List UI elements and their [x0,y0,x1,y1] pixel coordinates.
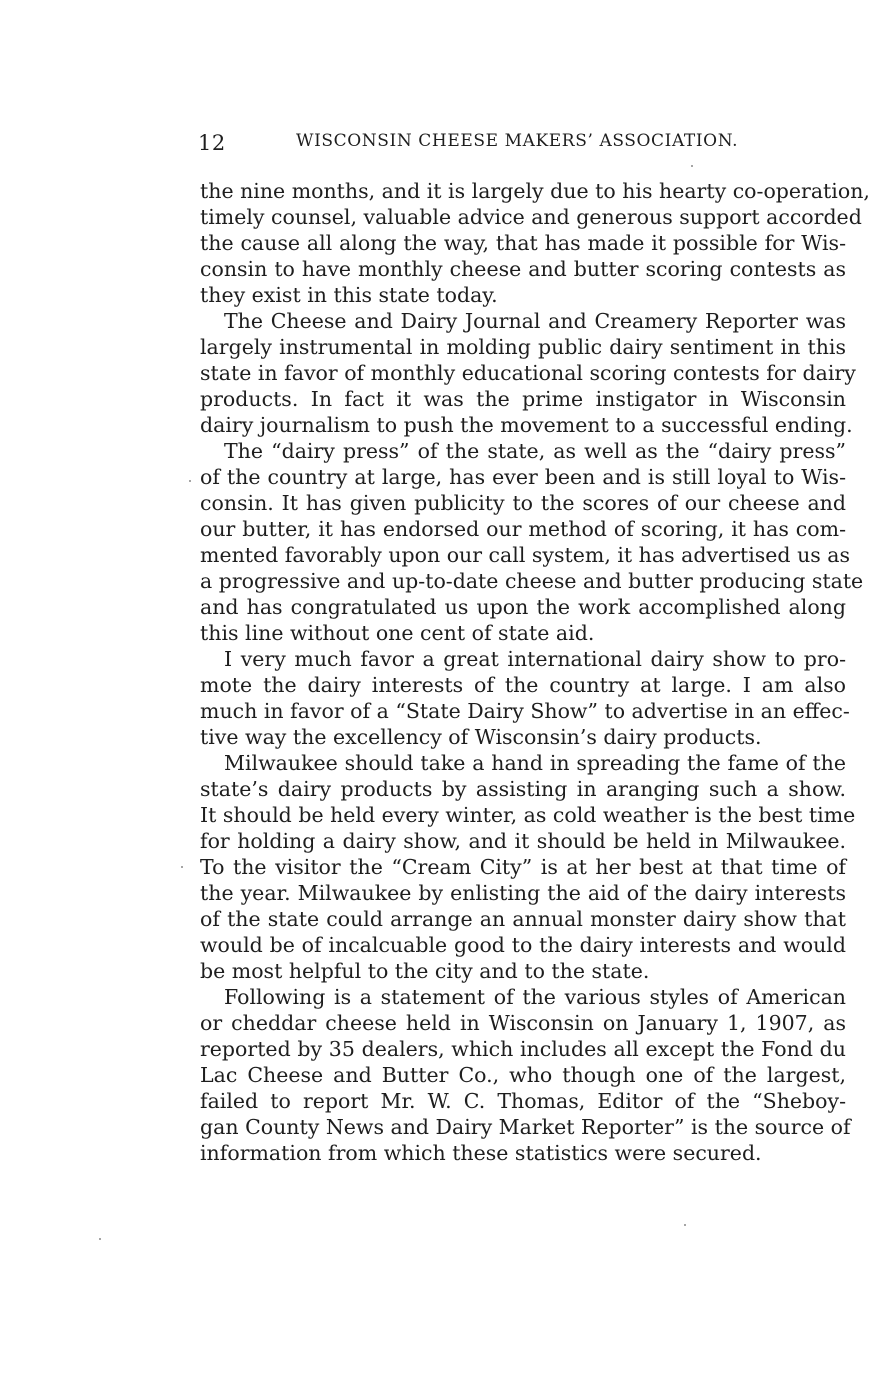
text-line: timely counsel, valuable advice and generous support accorded [200,205,862,229]
text-line: The “dairy press” of the state, as well as the “dairy press” [224,439,846,463]
text-line: for holding a dairy show, and it should be held in Milwaukee. [200,829,846,853]
text-line: state in favor of monthly educational scoring contests for dairy [200,361,856,385]
text-line: of the country at large, has ever been and is still loyal to Wis- [200,465,846,489]
text-line: information from which these statistics were secured. [200,1141,762,1165]
text-line: of the state could arrange an annual monster dairy show that [200,907,846,931]
text-line: reported by 35 dealers, which includes all except the Fond du [200,1037,846,1061]
text-line: Following is a statement of the various styles of American [224,985,846,1009]
text-line: and has congratulated us upon the work accomplished along [200,595,846,619]
text-line: our butter, it has endorsed our method of scoring, it has com- [200,517,846,541]
text-line: mote the dairy interests of the country at large. I am also [200,673,846,697]
text-line: be most helpful to the city and to the state. [200,959,650,983]
text-line: largely instrumental in molding public dairy sentiment in this [200,335,846,359]
text-line: state’s dairy products by assisting in aranging such a show. [200,777,846,801]
text-line: It should be held every winter, as cold weather is the best time [200,803,856,827]
text-line: this line without one cent of state aid. [200,621,595,645]
text-line: I very much favor a great international dairy show to pro- [224,647,846,671]
text-line: The Cheese and Dairy Journal and Creamery Reporter was [224,309,846,333]
text-line: tive way the excellency of Wisconsin’s dairy products. [200,725,762,749]
text-line: Milwaukee should take a hand in spreading the fame of the [224,751,846,775]
scan-speck [684,1224,686,1226]
text-line: consin. It has given publicity to the scores of our cheese and [200,491,846,515]
text-line: they exist in this state today. [200,283,498,307]
page-number: 12 [198,131,226,155]
text-line: the nine months, and it is largely due to his hearty co-operation, [200,179,870,203]
text-line: gan County News and Dairy Market Reporter” is the source of [200,1115,851,1139]
text-line: the year. Milwaukee by enlisting the aid of the dairy interests [200,881,846,905]
text-line: failed to report Mr. W. C. Thomas, Editor of the “Sheboy- [200,1089,846,1113]
running-head: WISCONSIN CHEESE MAKERS’ ASSOCIATION. [296,131,739,151]
scan-speck [99,1238,101,1240]
text-line: mented favorably upon our call system, it has advertised us as [200,543,851,567]
text-line: the cause all along the way, that has made it possible for Wis- [200,231,846,255]
text-line: consin to have monthly cheese and butter scoring contests as [200,257,846,281]
text-line: dairy journalism to push the movement to a successful ending. [200,413,853,437]
scan-speck [189,480,191,482]
scan-speck [181,866,183,868]
scan-speck [691,165,693,167]
body-text [200,178,870,1166]
text-line: Lac Cheese and Butter Co., who though one of the largest, [200,1063,846,1087]
text-line: a progressive and up-to-date cheese and butter producing state [200,569,864,593]
text-line: much in favor of a “State Dairy Show” to advertise in an effec- [200,699,850,723]
text-line: or cheddar cheese held in Wisconsin on January 1, 1907, as [200,1011,846,1035]
text-line: would be of incalcuable good to the dairy interests and would [200,933,846,957]
text-line: To the visitor the “Cream City” is at her best at that time of [200,855,846,879]
text-line: products. In fact it was the prime instigator in Wisconsin [200,387,846,411]
